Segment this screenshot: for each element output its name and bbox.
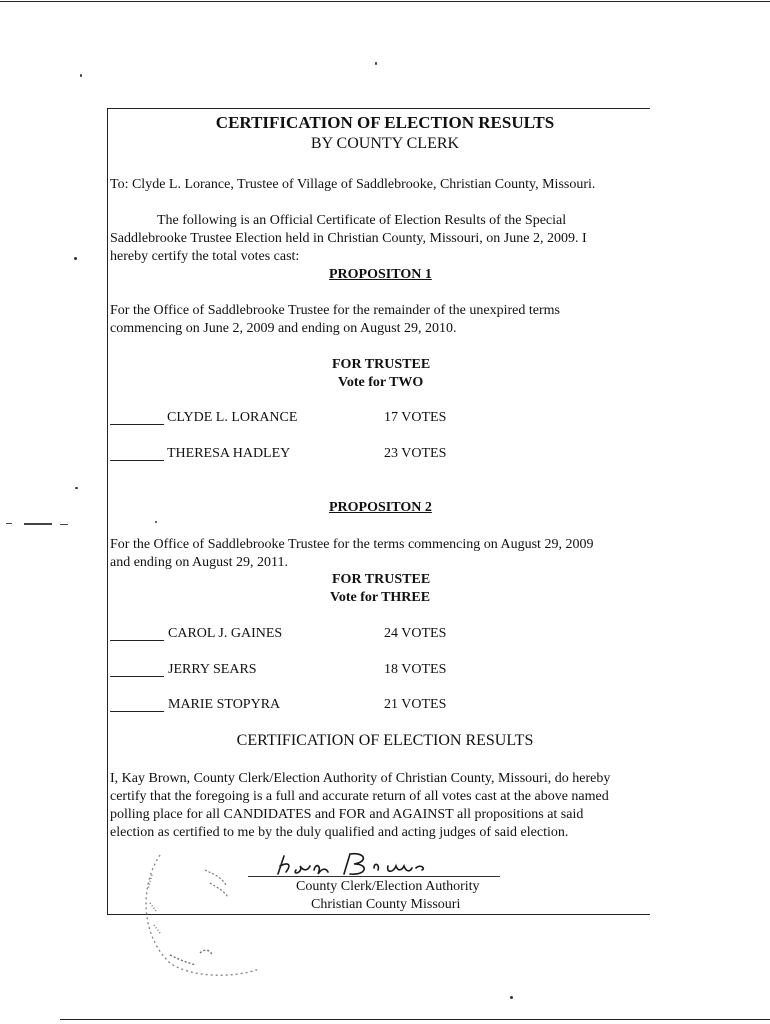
scan-speck	[510, 996, 513, 999]
intro-line-2: Saddlebrooke Trustee Election held in Christian County, Missouri, on June 2, 2009. I	[110, 231, 587, 246]
candidate-mark-blank	[110, 460, 164, 461]
addressee-line: To: Clyde L. Lorance, Trustee of Village of Saddlebrooke, Christian County, Missouri.	[110, 177, 596, 192]
candidate-mark-blank	[110, 676, 164, 677]
signature-title-line-2: Christian County Missouri	[311, 897, 461, 912]
scan-dash	[24, 523, 52, 525]
scan-bottom-edge	[60, 1019, 770, 1020]
county-seal-emboss	[130, 845, 290, 980]
candidate-name: CAROL J. GAINES	[168, 626, 283, 641]
certification-line-1: I, Kay Brown, County Clerk/Election Authority of Christian County, Missouri, do hereby	[110, 771, 611, 786]
scan-speck	[75, 487, 78, 489]
proposition-1-for-label: FOR TRUSTEE	[332, 357, 431, 372]
scan-dash	[60, 524, 68, 525]
scan-dash	[6, 523, 12, 524]
candidate-name: CLYDE L. LORANCE	[167, 410, 298, 425]
certification-line-4: election as certified to me by the duly qualified and acting judges of said election.	[110, 825, 569, 840]
candidate-mark-blank	[110, 424, 164, 425]
candidate-name: JERRY SEARS	[168, 662, 257, 677]
candidate-name: MARIE STOPYRA	[168, 697, 281, 712]
certification-line-2: certify that the foregoing is a full and accurate return of all votes cast at the above named	[110, 789, 609, 804]
intro-line-1: The following is an Official Certificate of Election Results of the Special	[157, 213, 567, 228]
proposition-1-heading: PROPOSITON 1	[329, 267, 432, 282]
proposition-2-vote-for: Vote for THREE	[330, 590, 431, 605]
scan-top-edge	[0, 1, 770, 2]
certificate-subtitle: BY COUNTY CLERK	[310, 135, 460, 152]
proposition-2-for-label: FOR TRUSTEE	[332, 572, 431, 587]
candidate-votes: 21 VOTES	[384, 697, 447, 712]
certification-line-3: polling place for all CANDIDATES and FOR and AGAINST all propositions at said	[110, 807, 584, 822]
certification-heading: CERTIFICATION OF ELECTION RESULTS	[236, 732, 534, 749]
proposition-2-description-2: and ending on August 29, 2011.	[110, 555, 288, 570]
proposition-2-heading: PROPOSITON 2	[329, 500, 432, 515]
candidate-name: THERESA HADLEY	[167, 446, 291, 461]
candidate-votes: 23 VOTES	[384, 446, 447, 461]
proposition-1-vote-for: Vote for TWO	[338, 375, 424, 390]
proposition-2-description-1: For the Office of Saddlebrooke Trustee for the terms commencing on August 29, 2009	[110, 537, 594, 552]
candidate-mark-blank	[110, 711, 164, 712]
signature-title-line-1: County Clerk/Election Authority	[296, 879, 480, 894]
scan-speck	[80, 74, 82, 77]
candidate-mark-blank	[110, 640, 164, 641]
certificate-title: CERTIFICATION OF ELECTION RESULTS	[215, 113, 555, 132]
candidate-votes: 18 VOTES	[384, 662, 447, 677]
candidate-votes: 24 VOTES	[384, 626, 447, 641]
candidate-votes: 17 VOTES	[384, 410, 447, 425]
scan-speck	[375, 62, 377, 65]
proposition-1-description-1: For the Office of Saddlebrooke Trustee for the remainder of the unexpired terms	[110, 303, 560, 318]
proposition-1-description-2: commencing on June 2, 2009 and ending on August 29, 2010.	[110, 321, 457, 336]
intro-line-3: hereby certify the total votes cast:	[110, 249, 300, 264]
scan-speck	[74, 257, 77, 260]
